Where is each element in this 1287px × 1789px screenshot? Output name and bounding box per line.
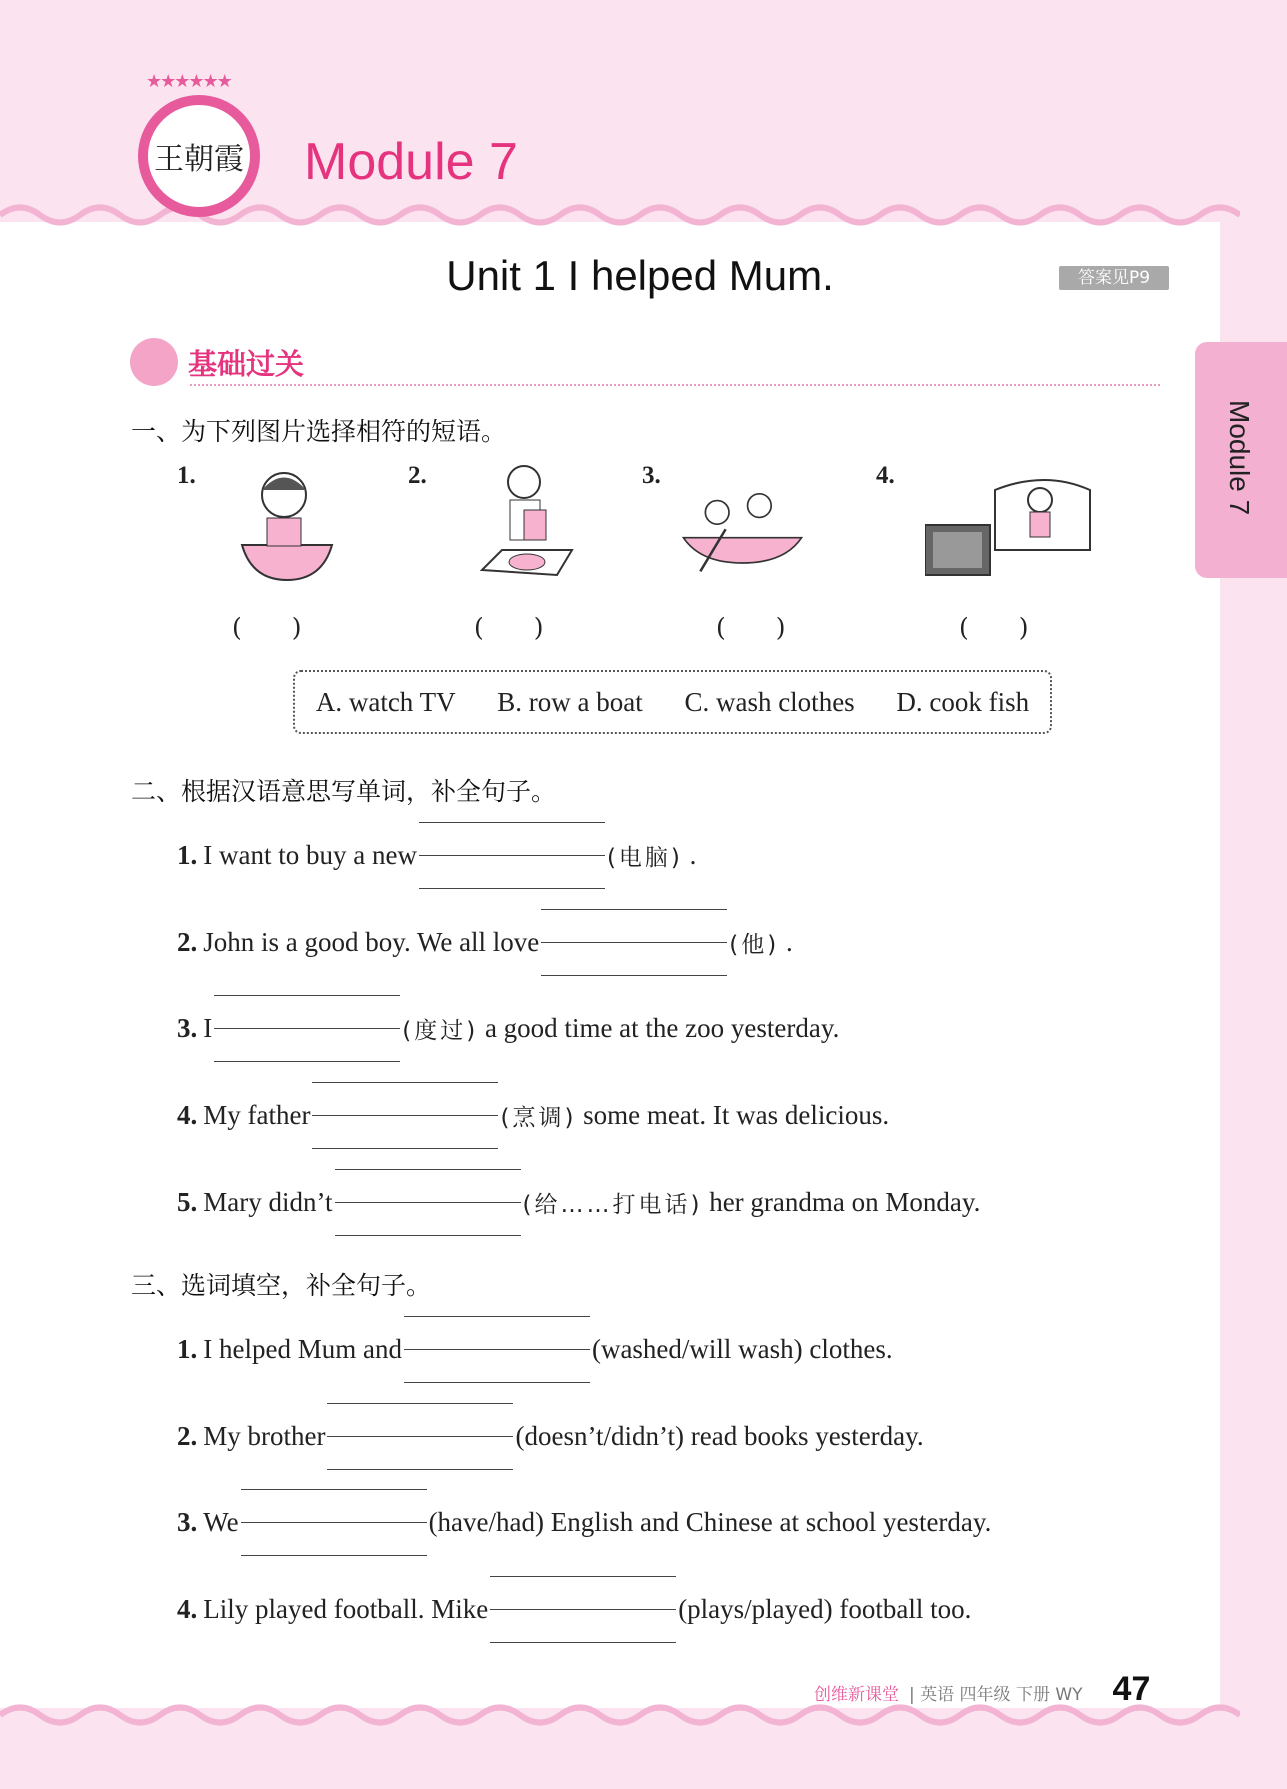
fill-in-sentence — [177, 1169, 980, 1235]
footer-brand: 创维新课堂 — [814, 1685, 899, 1705]
sentence-after: . — [689, 839, 697, 870]
answer-badge: 答案见P9 — [1059, 266, 1169, 290]
section-header — [130, 338, 304, 386]
hint: (烹调) — [500, 1104, 577, 1131]
row-boat-image — [675, 460, 810, 590]
cartoon-icon — [130, 338, 178, 386]
answer-parentheses[interactable]: ( ) — [232, 613, 302, 642]
item-number: 3. — [177, 1012, 198, 1043]
footer-info: | 英语 四年级 下册 WY — [909, 1685, 1083, 1705]
answer-blank[interactable] — [404, 1316, 590, 1382]
wash-clothes-image — [222, 460, 357, 590]
module-title: Module 7 — [304, 133, 518, 191]
hint: (给……打电话) — [522, 1191, 703, 1218]
footer — [814, 1670, 1150, 1709]
part1-heading: 一、为下列图片选择相符的短语。 — [131, 417, 507, 446]
fill-in-sentence — [177, 909, 793, 975]
answer-blank[interactable] — [335, 1169, 521, 1235]
item-number: 1. — [177, 839, 198, 870]
fill-in-sentence — [177, 995, 839, 1061]
item-number: 4. — [177, 1593, 198, 1624]
sentence-before: My father — [203, 1099, 311, 1130]
watch-tv-image — [925, 460, 1095, 590]
answer-blank[interactable] — [214, 995, 400, 1061]
hint: (他) — [729, 931, 780, 958]
hint: (washed/will wash) — [591, 1333, 803, 1364]
side-tab-label: Module 7 — [1224, 400, 1255, 516]
unit-title: Unit 1 I helped Mum. — [446, 252, 834, 299]
sentence-before: My brother — [203, 1420, 326, 1451]
sentence-after: her grandma on Monday. — [709, 1186, 981, 1217]
hint: (plays/played) — [678, 1593, 833, 1624]
cook-fish-image — [462, 460, 597, 590]
fill-in-sentence — [177, 822, 696, 888]
part3-heading: 三、选词填空，补全句子。 — [131, 1271, 432, 1300]
pic-number: 3. — [642, 462, 661, 489]
option-a: A. watch TV — [315, 686, 456, 717]
module-side-tab — [1195, 342, 1287, 578]
part2-heading: 二、根据汉语意思写单词，补全句子。 — [131, 777, 557, 806]
answer-blank[interactable] — [241, 1489, 427, 1555]
page-number: 47 — [1112, 1670, 1151, 1708]
sentence-before: John is a good boy. We all love — [203, 926, 540, 957]
answer-blank[interactable] — [419, 822, 605, 888]
option-c: C. wash clothes — [684, 686, 855, 717]
options-box — [293, 670, 1052, 734]
publisher-logo — [138, 95, 260, 217]
section-title: 基础过关 — [188, 346, 305, 381]
sentence-after: read books yesterday. — [690, 1420, 924, 1451]
sentence-after: football too. — [839, 1593, 972, 1624]
fill-in-sentence — [177, 1576, 971, 1642]
fill-in-sentence — [177, 1316, 893, 1382]
answer-parentheses[interactable]: ( ) — [716, 613, 786, 642]
sentence-before: I want to buy a new — [203, 839, 417, 870]
fill-in-sentence — [177, 1489, 991, 1555]
item-number: 2. — [177, 926, 198, 957]
item-number: 4. — [177, 1099, 198, 1130]
sentence-after: . — [786, 926, 793, 957]
sentence-after: English and Chinese at school yesterday. — [550, 1506, 992, 1537]
item-number: 3. — [177, 1506, 198, 1537]
hint: (度过) — [402, 1017, 479, 1044]
pic-number: 4. — [876, 462, 895, 489]
sentence-before: I helped Mum and — [203, 1333, 402, 1364]
answer-blank[interactable] — [327, 1403, 513, 1469]
answer-blank[interactable] — [312, 1082, 498, 1148]
answer-blank[interactable] — [490, 1576, 676, 1642]
sentence-after: a good time at the zoo yesterday. — [484, 1012, 840, 1043]
sentence-after: clothes. — [809, 1333, 893, 1364]
logo-stars: ★★★★★★ — [146, 71, 231, 92]
answer-parentheses[interactable]: ( ) — [474, 613, 544, 642]
item-number: 1. — [177, 1333, 198, 1364]
option-b: B. row a boat — [497, 686, 643, 717]
sentence-after: some meat. It was delicious. — [583, 1099, 890, 1130]
hint: (have/had) — [428, 1506, 544, 1537]
answer-blank[interactable] — [541, 909, 727, 975]
sentence-before: Lily played football. Mike — [203, 1593, 489, 1624]
sentence-before: Mary didn’t — [203, 1186, 333, 1217]
sentence-before: We — [203, 1506, 239, 1537]
logo-text: 王朝霞 — [154, 142, 244, 177]
item-number: 5. — [177, 1186, 198, 1217]
fill-in-sentence — [177, 1082, 889, 1148]
fill-in-sentence — [177, 1403, 924, 1469]
pic-number: 2. — [408, 462, 427, 489]
option-d: D. cook fish — [896, 686, 1030, 717]
divider — [190, 384, 1160, 386]
item-number: 2. — [177, 1420, 198, 1451]
hint: (doesn’t/didn’t) — [515, 1420, 684, 1451]
hint: (电脑) — [606, 844, 683, 871]
sentence-before: I — [203, 1012, 213, 1043]
pic-number: 1. — [177, 462, 196, 489]
answer-parentheses[interactable]: ( ) — [959, 613, 1029, 642]
